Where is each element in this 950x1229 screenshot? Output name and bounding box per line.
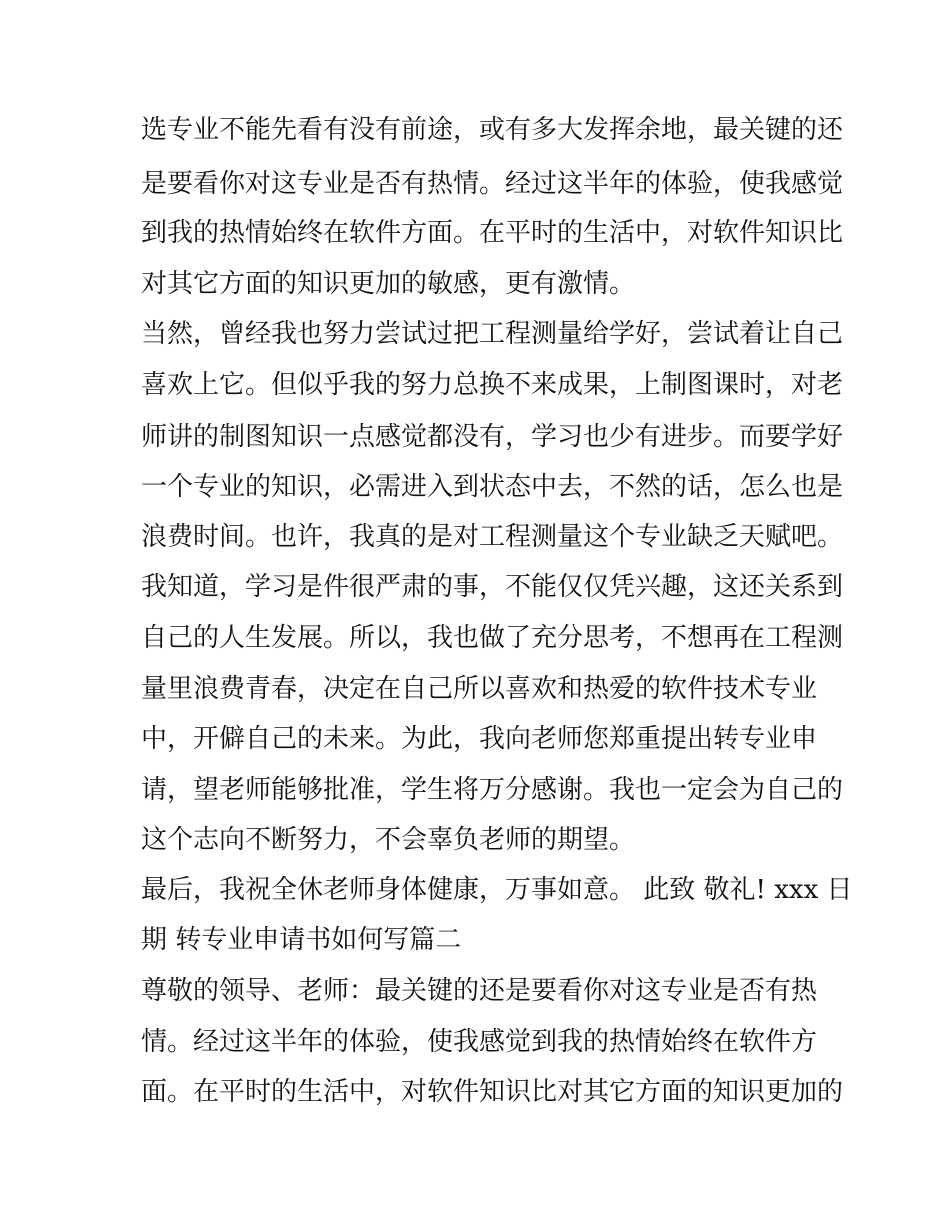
text-line-9: 浪费时间。也许，我真的是对工程测量这个专业缺乏天赋吧。 xyxy=(141,522,844,552)
text-line-1: 选专业不能先看有没有前途，或有多大发挥余地，最关键的还 xyxy=(141,115,844,145)
text-line-18: 尊敬的领导、老师：最关键的还是要看你对这专业是否有热 xyxy=(141,976,818,1006)
text-line-3: 到我的热情始终在软件方面。在平时的生活中，对软件知识比 xyxy=(141,218,844,248)
text-line-13: 中，开僻自己的未来。为此，我向老师您郑重提出转专业申 xyxy=(141,724,818,754)
text-line-4: 对其它方面的知识更加的敏感，更有激情。 xyxy=(141,269,636,299)
text-line-19: 情。经过这半年的体验，使我感觉到我的热情始终在软件方 xyxy=(141,1027,818,1057)
text-line-7: 师讲的制图知识一点感觉都没有，学习也少有进步。而要学好 xyxy=(141,422,844,452)
text-line-16: 最后，我祝全休老师身体健康，万事如意。 此致 敬礼! xxx 日 xyxy=(141,875,853,905)
text-line-2: 是要看你对这专业是否有热情。经过这半年的体验，使我感觉 xyxy=(141,169,844,199)
text-line-11: 自己的人生发展。所以，我也做了充分思考，不想再在工程测 xyxy=(141,623,844,653)
text-line-10: 我知道，学习是件很严肃的事，不能仅仅凭兴趣，这还关系到 xyxy=(141,572,844,602)
text-line-6: 喜欢上它。但似乎我的努力总换不来成果，上制图课时，对老 xyxy=(141,370,844,400)
text-line-14: 请，望老师能够批准，学生将万分感谢。我也一定会为自己的 xyxy=(141,775,844,805)
text-line-17: 期 转专业申请书如何写篇二 xyxy=(141,925,462,955)
text-line-8: 一个专业的知识，必需进入到状态中去，不然的话，怎么也是 xyxy=(141,472,844,502)
text-line-15: 这个志向不断努力，不会辜负老师的期望。 xyxy=(141,825,636,855)
text-line-12: 量里浪费青春，决定在自己所以喜欢和热爱的软件技术专业 xyxy=(141,674,818,704)
text-line-20: 面。在平时的生活中，对软件知识比对其它方面的知识更加的 xyxy=(141,1077,844,1107)
text-line-5: 当然，曾经我也努力尝试过把工程测量给学好，尝试着让自己 xyxy=(141,319,844,349)
